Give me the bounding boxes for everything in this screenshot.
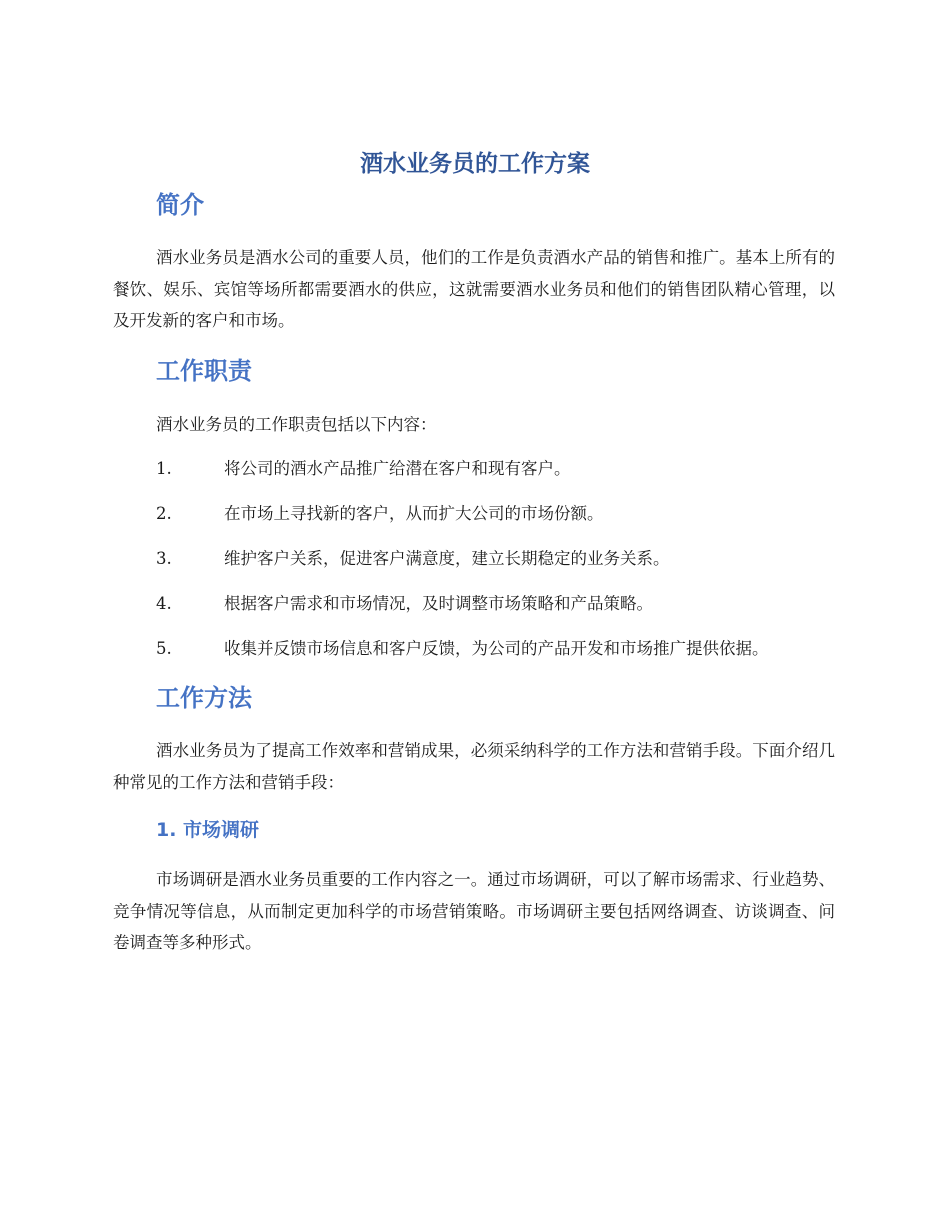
document-title: 酒水业务员的工作方案 bbox=[360, 151, 590, 177]
list-item-text: 在市场上寻找新的客户，从而扩大公司的市场份额。 bbox=[224, 504, 604, 523]
list-item-number: 1. bbox=[156, 459, 172, 478]
list-item-number: 4. bbox=[156, 594, 172, 613]
methods-paragraph: 酒水业务员为了提高工作效率和营销成果，必须采纳科学的工作方法和营销手段。下面介绍几种常见的工作方法和营销手段： bbox=[113, 741, 835, 792]
list-item-text: 根据客户需求和市场情况，及时调整市场策略和产品策略。 bbox=[224, 594, 653, 613]
list-item bbox=[156, 589, 653, 619]
list-item-text: 维护客户关系，促进客户满意度，建立长期稳定的业务关系。 bbox=[224, 549, 670, 568]
list-item bbox=[156, 499, 604, 529]
intro-paragraph: 酒水业务员是酒水公司的重要人员，他们的工作是负责酒水产品的销售和推广。基本上所有的餐饮、娱乐、宾馆等场所都需要酒水的供应，这就需要酒水业务员和他们的销售团队精心管理，以及开发新的客户和市场。 bbox=[113, 248, 835, 330]
intro-heading: 简介 bbox=[156, 191, 204, 219]
list-item-number: 2. bbox=[156, 504, 172, 523]
market-research-paragraph: 市场调研是酒水业务员重要的工作内容之一。通过市场调研，可以了解市场需求、行业趋势、竞争情况等信息，从而制定更加科学的市场营销策略。市场调研主要包括网络调查、访谈调查、问卷调查等多种形式。 bbox=[113, 870, 835, 952]
list-item bbox=[156, 544, 670, 574]
list-item-text: 收集并反馈市场信息和客户反馈，为公司的产品开发和市场推广提供依据。 bbox=[224, 639, 769, 658]
list-item bbox=[156, 634, 769, 664]
list-item-number: 5. bbox=[156, 639, 172, 658]
list-item-text: 将公司的酒水产品推广给潜在客户和现有客户。 bbox=[224, 459, 571, 478]
duties-heading: 工作职责 bbox=[156, 357, 252, 385]
methods-heading: 工作方法 bbox=[156, 684, 252, 712]
market-research-heading: 1. 市场调研 bbox=[156, 819, 260, 841]
duties-lead: 酒水业务员的工作职责包括以下内容： bbox=[156, 415, 437, 434]
list-item bbox=[156, 454, 571, 484]
list-item-number: 3. bbox=[156, 549, 172, 568]
